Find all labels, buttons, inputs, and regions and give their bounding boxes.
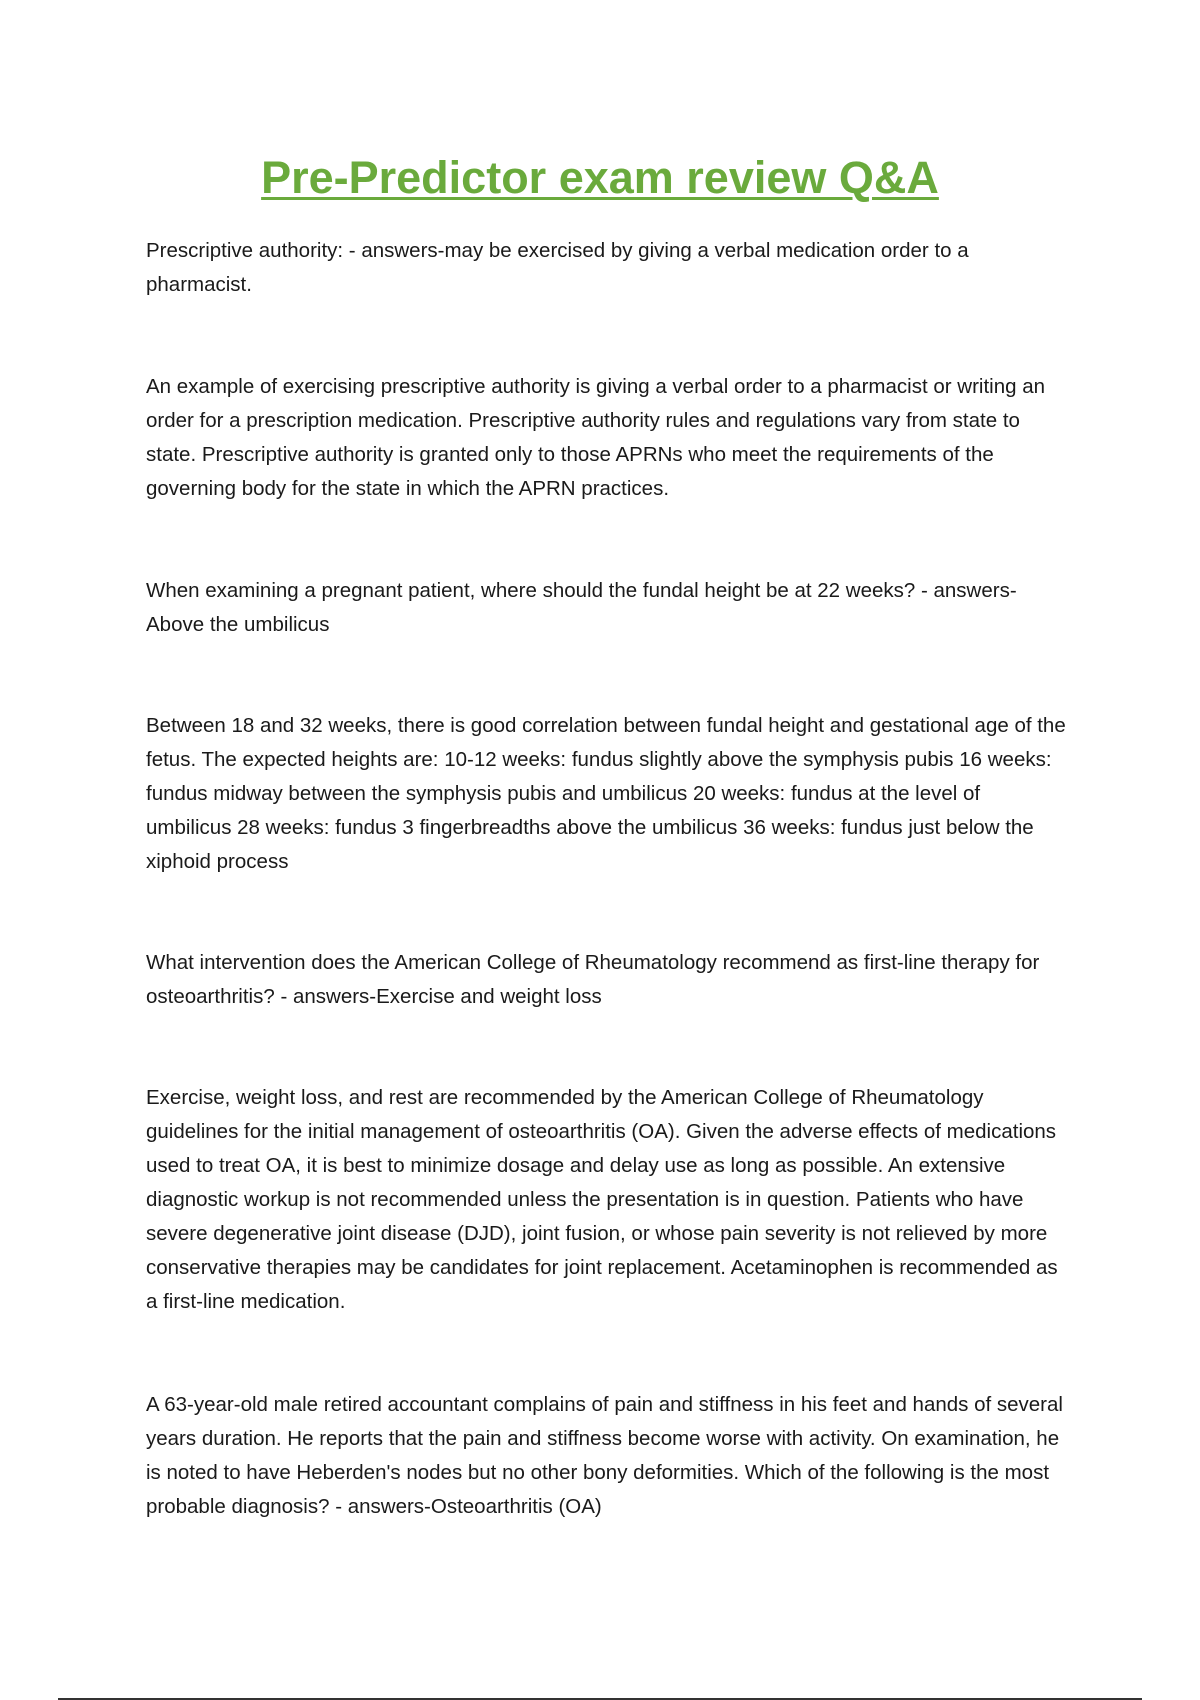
qa-explanation-prescriptive-authority: An example of exercising prescriptive authority is giving a verbal order to a pharmacist or writing an order for a prescription medication. Prescriptive authority rules and regulations vary from state to state. Prescriptive authority is granted only to those APRNs who meet the requirements of the governing body for the state in which the APRN practices.	[146, 375, 1045, 500]
qa-question-osteoarthritis-therapy: What intervention does the American College of Rheumatology recommend as first-line therapy for osteoarthritis? - answers-Exercise and weight loss	[146, 951, 1040, 1008]
page-title: Pre-Predictor exam review Q&A	[261, 152, 939, 203]
qa-explanation-osteoarthritis-therapy: Exercise, weight loss, and rest are recommended by the American College of Rheumatology guidelines for the initial management of osteoarthritis (OA). Given the adverse effects of medications used to treat OA, it is best to minimize dosage and delay use as long as possible. An extensive diagnostic workup is not recommended unless the presentation is in question. Patients who have severe degenerative joint disease (DJD), joint fusion, or whose pain severity is not relieved by more conservative therapies may be candidates for joint replacement. Acetaminophen is recommended as a first-line medication.	[146, 1086, 1058, 1313]
qa-question-prescriptive-authority: Prescriptive authority: - answers-may be exercised by giving a verbal medication order to a pharmacist.	[146, 239, 969, 296]
qa-question-fundal-height: When examining a pregnant patient, where should the fundal height be at 22 weeks? - answers-Above the umbilicus	[146, 579, 1017, 636]
qa-question-osteoarthritis-diagnosis: A 63-year-old male retired accountant complains of pain and stiffness in his feet and hands of several years duration. He reports that the pain and stiffness become worse with activity. On examination, he is noted to have Heberden's nodes but no other bony deformities. Which of the following is the most probable diagnosis? - answers-Osteoarthritis (OA)	[146, 1393, 1063, 1518]
qa-explanation-fundal-height: Between 18 and 32 weeks, there is good correlation between fundal height and gestational age of the fetus. The expected heights are: 10-12 weeks: fundus slightly above the symphysis pubis 16 weeks: fundus midway between the symphysis pubis and umbilicus 20 weeks: fundus at the level of umbilicus 28 weeks: fundus 3 fingerbreadths above the umbilicus 36 weeks: fundus just below the xiphoid process	[146, 714, 1066, 873]
